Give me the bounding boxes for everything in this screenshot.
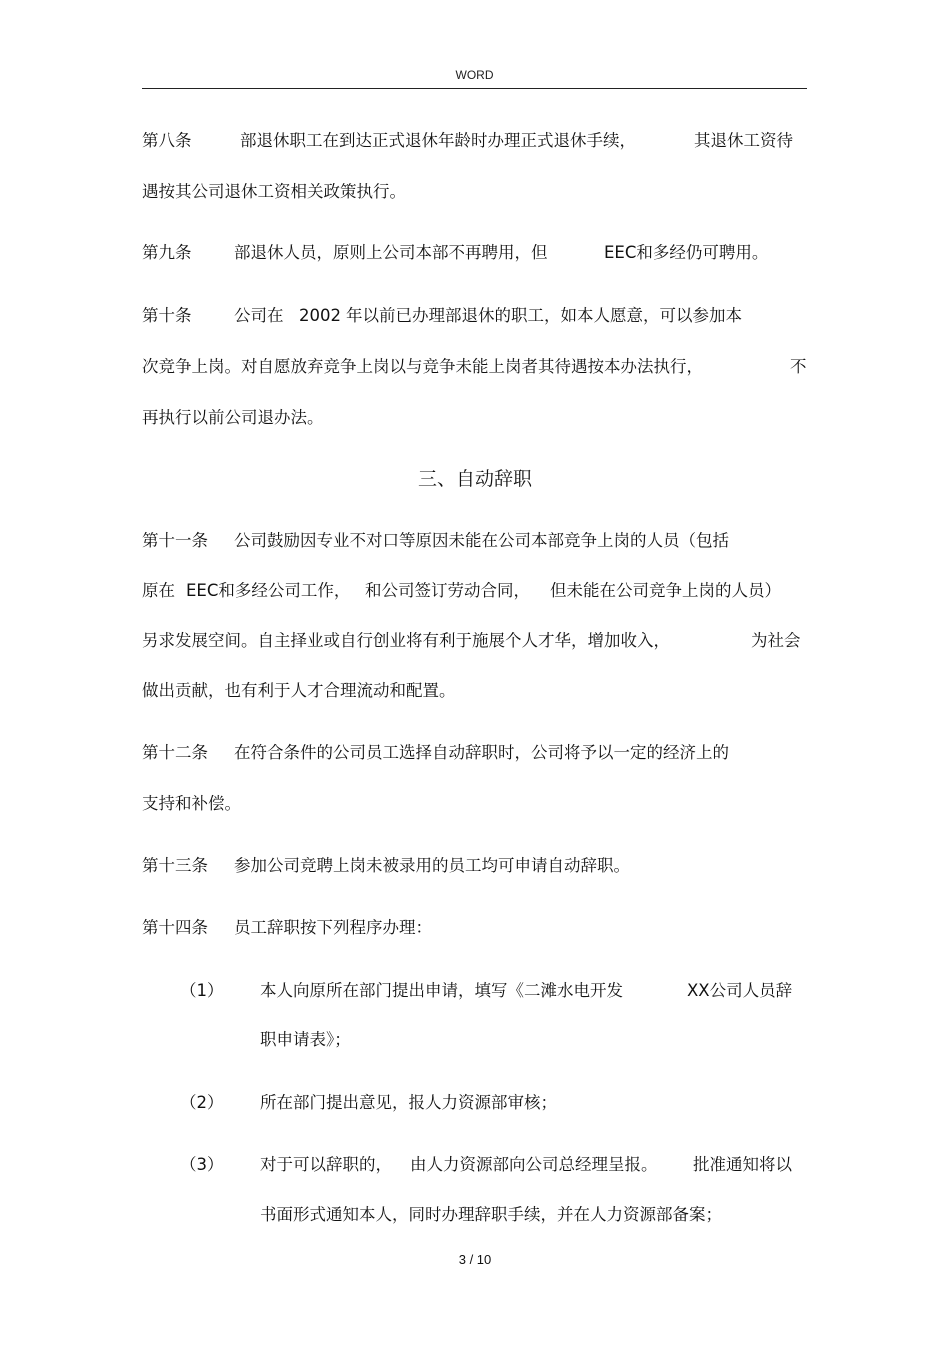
step-3-number: （3） — [180, 1155, 224, 1174]
step-3-text: 对于可以辞职的， — [260, 1155, 392, 1174]
header-divider — [142, 88, 807, 89]
article-10-year: 2002 — [299, 306, 341, 325]
article-10-text-line2: 次竞争上岗。对自愿放弃竞争上岗以与竞争未能上岗者其待遇按本办法执行， — [142, 357, 703, 376]
step-2-number: （2） — [180, 1093, 224, 1112]
step-3-text-c: 批准通知将以 — [693, 1155, 792, 1174]
article-8-label: 第八条 — [142, 131, 192, 150]
article-10-label: 第十条 — [142, 306, 192, 325]
article-13-label: 第十三条 — [142, 856, 208, 875]
section-heading: 三、自动辞职 — [417, 468, 532, 490]
article-11-label: 第十一条 — [142, 531, 208, 550]
article-9-label: 第九条 — [142, 243, 192, 262]
article-8-text: 部退休职工在到达正式退休年龄时办理正式退休手续， — [240, 131, 636, 150]
page-number: 3 / 10 — [458, 1252, 492, 1267]
article-8-text-line2: 遇按其公司退休工资相关政策执行。 — [142, 182, 406, 201]
article-10-text-line3: 再执行以前公司退办法。 — [142, 408, 324, 427]
article-12-text: 在符合条件的公司员工选择自动辞职时，公司将予以一定的经济上的 — [234, 743, 729, 762]
step-3-text-line2: 书面形式通知本人，同时办理辞职手续，并在人力资源部备案； — [260, 1205, 722, 1224]
article-13-text: 参加公司竞聘上岗未被录用的员工均可申请自动辞职。 — [234, 856, 630, 875]
article-9-text-cont: EEC和多经仍可聘用。 — [604, 243, 769, 262]
page-header: WORD — [455, 68, 494, 82]
step-1-text-line2: 职申请表》； — [260, 1030, 351, 1049]
article-11-line2-b: EEC和多经公司工作， — [186, 581, 351, 600]
article-14-label: 第十四条 — [142, 918, 208, 937]
article-11-line3: 另求发展空间。自主择业或自行创业将有利于施展个人才华，增加收入， — [142, 631, 670, 650]
article-11-line2-a: 原在 — [142, 581, 175, 600]
article-11-text: 公司鼓励因专业不对口等原因未能在公司本部竞争上岗的人员（包括 — [234, 531, 729, 550]
article-10-text-cont: 年以前已办理部退休的职工，如本人愿意，可以参加本 — [346, 306, 742, 325]
article-10-text: 公司在 — [234, 306, 284, 325]
article-11-line2-d: 但未能在公司竞争上岗的人员） — [550, 581, 781, 600]
article-11-line2-c: 和公司签订劳动合同， — [365, 581, 530, 600]
step-2-text: 所在部门提出意见，报人力资源部审核； — [260, 1093, 557, 1112]
article-11-line3-end: 为社会 — [751, 631, 801, 650]
step-3-text-b: 由人力资源部向公司总经理呈报。 — [410, 1155, 658, 1174]
step-1-text-cont: XX公司人员辞 — [687, 981, 793, 1000]
article-10-text-line2-end: 不 — [790, 357, 807, 376]
step-1-text: 本人向原所在部门提出申请，填写《二滩水电开发 — [260, 981, 623, 1000]
article-12-label: 第十二条 — [142, 743, 208, 762]
article-9-text: 部退休人员，原则上公司本部不再聘用，但 — [234, 243, 548, 262]
step-1-number: （1） — [180, 981, 224, 1000]
article-8-text-cont: 其退休工资待 — [694, 131, 793, 150]
article-12-line2: 支持和补偿。 — [142, 794, 241, 813]
article-14-text: 员工辞职按下列程序办理： — [234, 918, 432, 937]
article-11-line4: 做出贡献，也有利于人才合理流动和配置。 — [142, 681, 456, 700]
